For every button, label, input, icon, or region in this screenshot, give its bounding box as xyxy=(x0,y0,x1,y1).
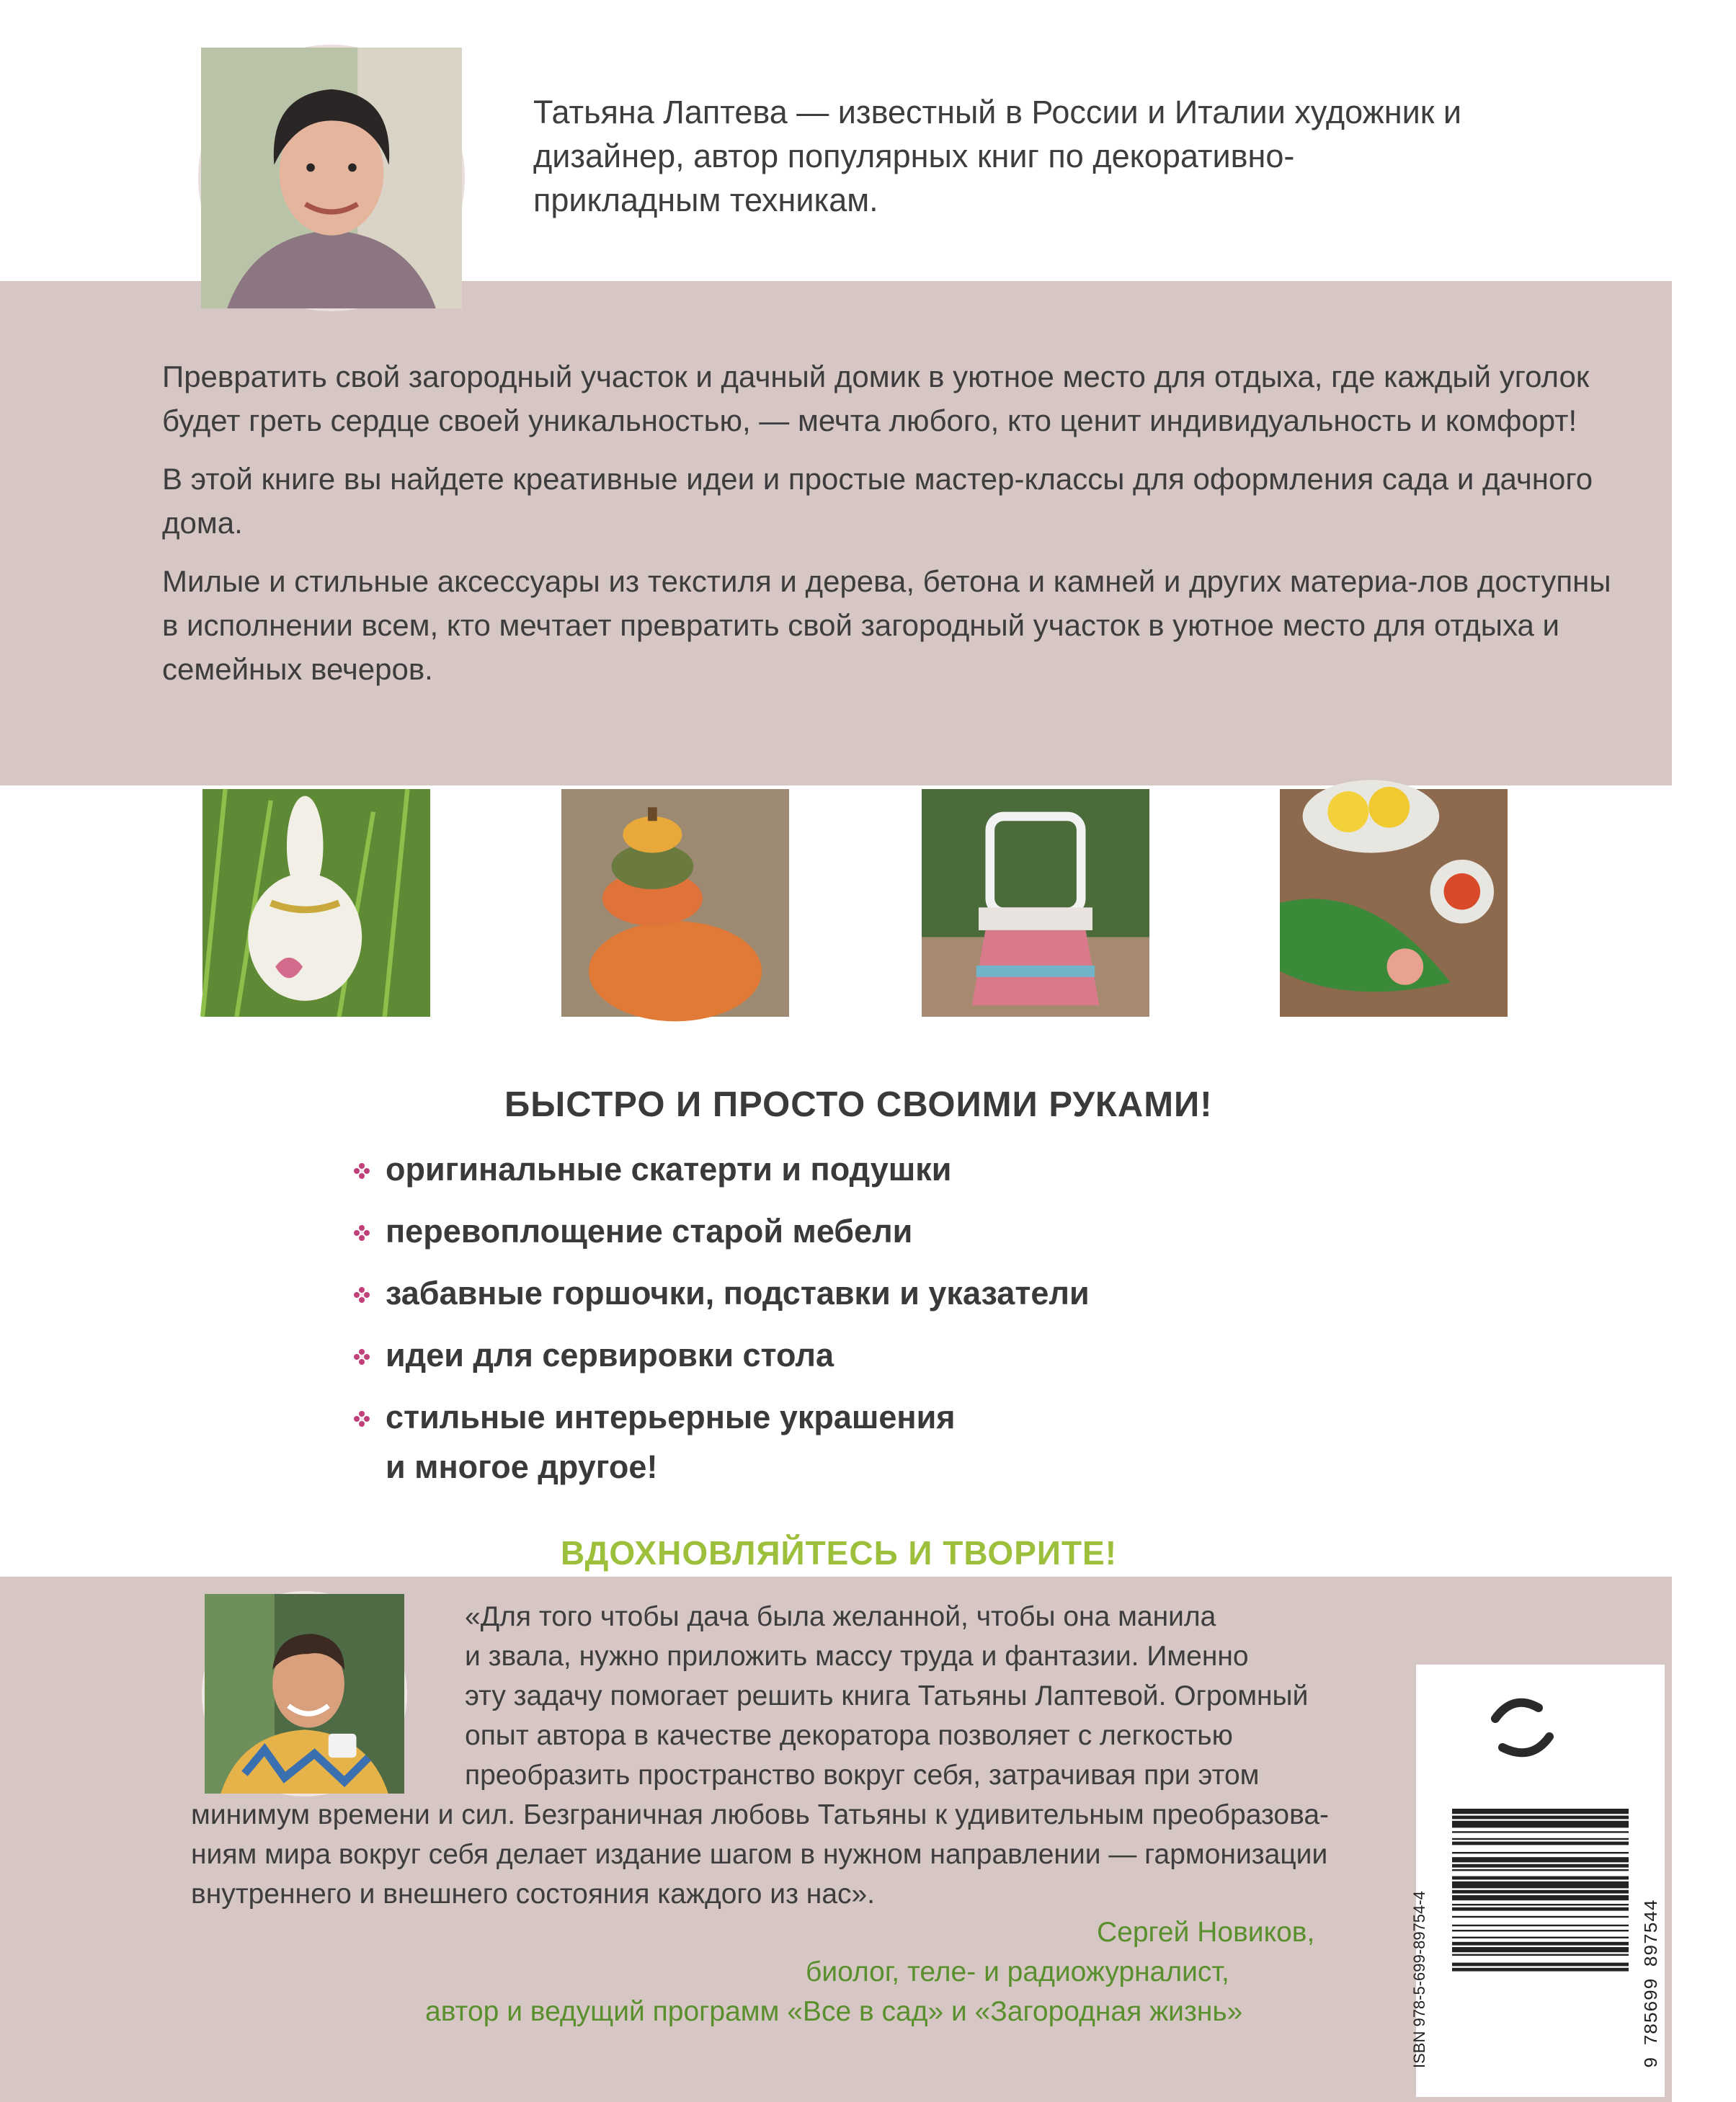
craft-photo-fruit-table xyxy=(1280,789,1508,1017)
isbn-barcode-block xyxy=(1410,1665,1665,2097)
reviewer-photo xyxy=(202,1591,407,1796)
barcode-bar xyxy=(1452,1925,1629,1926)
barcode-bar xyxy=(1452,1852,1629,1853)
intro-paragraph: Милые и стильные аксессуары из текстиля и дерева, бетона и камней и других материа-лов доступны в исполнении всем, кто мечтает превратить свой загородный участок в уютное место для отдыха и семейных вечеров. xyxy=(162,564,1611,686)
barcode-bar xyxy=(1452,1842,1629,1845)
intro-paragraph: Превратить свой загородный участок и дачный домик в уютное место для отдыха, где каждый уголок будет греть сердце своей уникальностью, — мечта любого, кто ценит индивидуальность и комфорт! xyxy=(162,360,1590,437)
features-more: и многое другое! xyxy=(386,1448,658,1485)
features-list xyxy=(353,1139,1090,1448)
barcode-bar xyxy=(1452,1907,1629,1911)
barcode-bar xyxy=(1452,1890,1629,1894)
barcode-bar xyxy=(1452,1864,1629,1868)
call-to-action: ВДОХНОВЛЯЙТЕСЬ И ТВОРИТЕ! xyxy=(561,1534,1118,1572)
feature-text: оригинальные скатерти и подушки xyxy=(386,1151,952,1188)
quote-line: эту задачу помогает решить книга Татьяны Лаптевой. Огромный xyxy=(465,1680,1309,1711)
flower-bullet-icon xyxy=(353,1224,370,1242)
flower-bullet-icon xyxy=(353,1162,370,1180)
barcode-bar xyxy=(1452,1968,1629,1972)
flower-bullet-icon xyxy=(353,1286,370,1304)
barcode-bar xyxy=(1452,1881,1629,1889)
features-list-item xyxy=(353,1201,1090,1262)
publisher-logo-icon xyxy=(1495,1703,1549,1753)
craft-photo-bunny-pillow xyxy=(202,789,430,1017)
author-photo xyxy=(198,45,465,311)
barcode-digits: 9 785699 897544 xyxy=(1641,1899,1662,2068)
features-list-item xyxy=(353,1324,1090,1386)
barcode xyxy=(1410,1665,1665,2097)
barcode-bar xyxy=(1452,1857,1629,1862)
feature-text: стильные интерьерные украшения xyxy=(386,1399,956,1435)
feature-text: забавные горшочки, подставки и указатели xyxy=(386,1275,1090,1311)
barcode-bar xyxy=(1452,1930,1629,1931)
flower-bullet-icon xyxy=(353,1410,370,1428)
barcode-bar xyxy=(1452,1895,1629,1900)
isbn-label: ISBN 978-5-699-89754-4 xyxy=(1410,1891,1428,2068)
barcode-bar xyxy=(1452,1963,1629,1967)
feature-text: перевоплощение старой мебели xyxy=(386,1213,913,1250)
barcode-bar xyxy=(1452,1809,1629,1814)
quote-line: минимум времени и сил. Безграничная любовь Татьяны к удивительным преобразова- xyxy=(191,1799,1330,1830)
barcode-bar xyxy=(1452,1947,1629,1952)
barcode-bar xyxy=(1452,1831,1629,1832)
attribution-name: Сергей Новиков, xyxy=(1097,1917,1315,1948)
craft-photo-knitted-pumpkins xyxy=(561,789,789,1017)
quote-line: внутреннего и внешнего состояния каждого из нас». xyxy=(191,1879,876,1910)
barcode-bar xyxy=(1452,1876,1629,1880)
book-intro xyxy=(162,355,1618,705)
flower-bullet-icon xyxy=(353,1348,370,1366)
quote-line: и звала, нужно приложить массу труда и фантазии. Именно xyxy=(465,1641,1249,1672)
attribution-role: биолог, теле- и радиожурналист, xyxy=(806,1956,1229,1987)
barcode-bar xyxy=(1452,1942,1629,1946)
features-list-item xyxy=(353,1139,1090,1201)
barcode-bar xyxy=(1452,1821,1629,1828)
author-bio: Татьяна Лаптева — известный в России и Италии художник и дизайнер, автор популярных книг по декоративно-прикладным техникам. xyxy=(533,94,1462,218)
barcode-bar xyxy=(1452,1937,1629,1938)
feature-text: идеи для сервировки стола xyxy=(386,1337,834,1373)
quote-line: ниям мира вокруг себя делает издание шагом в нужном направлении — гармонизации xyxy=(191,1839,1328,1870)
features-heading: БЫСТРО И ПРОСТО СВОИМИ РУКАМИ! xyxy=(504,1085,1213,1124)
quote-line: «Для того чтобы дача была желанной, чтобы она манила xyxy=(465,1601,1216,1632)
craft-photo-garden-chair xyxy=(922,789,1149,1017)
features-list-item xyxy=(353,1386,1090,1448)
quote-line: преобразить пространство вокруг себя, затрачивая при этом xyxy=(465,1760,1260,1791)
barcode-bar xyxy=(1452,1869,1629,1871)
features-list-item xyxy=(353,1262,1090,1324)
barcode-bar xyxy=(1452,1916,1629,1918)
attribution-shows: автор и ведущий программ «Все в сад» и «Загородная жизнь» xyxy=(425,1996,1243,2027)
barcode-bar xyxy=(1452,1816,1629,1820)
barcode-bar xyxy=(1452,1838,1629,1840)
barcode-bar xyxy=(1452,1904,1629,1905)
intro-paragraph: В этой книге вы найдете креативные идеи и простые мастер-классы для оформления сада и дачного дома. xyxy=(162,462,1593,540)
barcode-bars xyxy=(1452,1809,1629,1972)
barcode-bar xyxy=(1452,1954,1629,1956)
quote-line: опыт автора в качестве декоратора позволяет с легкостью xyxy=(465,1720,1233,1751)
